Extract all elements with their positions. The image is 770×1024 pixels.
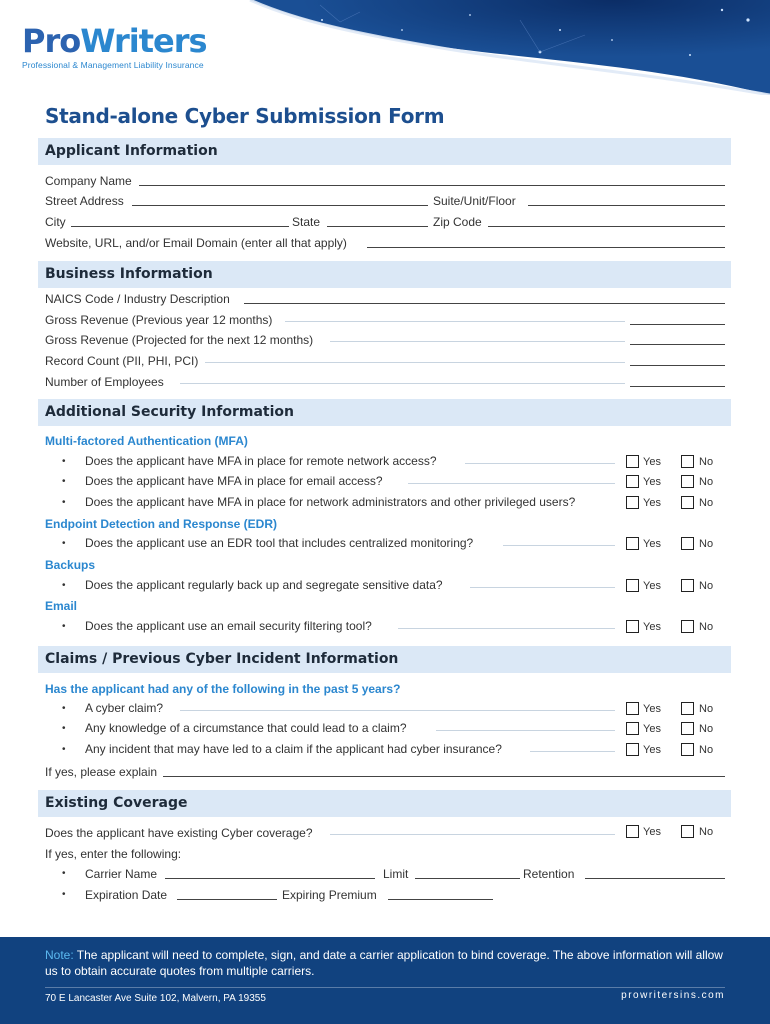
zip-label: Zip Code: [433, 215, 482, 229]
email-q1-text: Does the applicant use an email security filtering tool?: [85, 619, 372, 633]
limit-field[interactable]: [415, 878, 520, 879]
website-label: Website, URL, and/or Email Domain (enter all that apply): [45, 236, 347, 250]
claims-q1-text: A cyber claim?: [85, 701, 164, 715]
limit-label: Limit: [383, 867, 409, 881]
row-gross-proj: [45, 332, 725, 348]
yes-label: Yes: [643, 744, 661, 756]
website-field[interactable]: [367, 247, 725, 248]
bullet: •: [62, 621, 66, 632]
company-name-label: Company Name: [45, 174, 132, 188]
logo-tagline: Professional & Management Liability Insurance: [22, 60, 204, 70]
yes-label: Yes: [643, 476, 661, 488]
backups-q1-text: Does the applicant regularly back up and segregate sensitive data?: [85, 578, 443, 592]
section-claims: Claims / Previous Cyber Incident Information: [38, 646, 731, 673]
leader-line: [465, 463, 615, 464]
record-count-field[interactable]: [630, 365, 725, 366]
explain-field[interactable]: [163, 776, 725, 777]
section-applicant: Applicant Information: [38, 138, 731, 165]
coverage-no-checkbox[interactable]: [681, 825, 694, 838]
logo-pro: Pro: [22, 22, 81, 60]
mfa-q3-text: Does the applicant have MFA in place for network administrators and other privileged users?: [85, 495, 576, 509]
row-enter-following: [45, 846, 725, 862]
yes-label: Yes: [643, 621, 661, 633]
coverage-q1-text: Does the applicant have existing Cyber coverage?: [45, 826, 313, 840]
leader-line: [470, 587, 615, 588]
row-gross-prev: [45, 312, 725, 328]
bullet: •: [62, 476, 66, 487]
leader-line: [205, 362, 625, 363]
bullet: •: [62, 497, 66, 508]
section-security: Additional Security Information: [38, 399, 731, 426]
bullet: •: [62, 868, 66, 879]
mfa-q2-no-checkbox[interactable]: [681, 475, 694, 488]
leader-line: [180, 710, 615, 711]
gross-proj-field[interactable]: [630, 344, 725, 345]
edr-q1-no-checkbox[interactable]: [681, 537, 694, 550]
leader-line: [330, 341, 625, 342]
leader-line: [408, 483, 615, 484]
gross-proj-label: Gross Revenue (Projected for the next 12 months): [45, 333, 314, 347]
row-existing-coverage: [45, 825, 725, 841]
no-label: No: [699, 538, 714, 550]
backups-q1-no-checkbox[interactable]: [681, 579, 694, 592]
row-expiration: [85, 887, 725, 903]
claims-q2-yes-checkbox[interactable]: [626, 722, 639, 735]
naics-field[interactable]: [244, 303, 725, 304]
leader-line: [503, 545, 615, 546]
gross-prev-label: Gross Revenue (Previous year 12 months): [45, 313, 273, 327]
row-explain: [45, 764, 725, 780]
leader-line: [436, 730, 615, 731]
gross-prev-field[interactable]: [630, 324, 725, 325]
claims-q2-no-checkbox[interactable]: [681, 722, 694, 735]
carrier-label: Carrier Name: [85, 867, 158, 881]
section-coverage: Existing Coverage: [38, 790, 731, 817]
carrier-field[interactable]: [165, 878, 375, 879]
logo-wordmark: [22, 24, 207, 58]
claims-q3-text: Any incident that may have led to a claim if the applicant had cyber insurance?: [85, 742, 502, 756]
yes-label: Yes: [643, 456, 661, 468]
footer-address: 70 E Lancaster Ave Suite 102, Malvern, PA 19355: [45, 993, 266, 1004]
email-subheading: Email: [45, 599, 78, 613]
suite-label: Suite/Unit/Floor: [433, 194, 516, 208]
row-carrier: [85, 866, 725, 882]
email-q1-no-checkbox[interactable]: [681, 620, 694, 633]
footer-website-link[interactable]: prowritersins.com: [621, 990, 725, 1001]
mfa-q3-yes-checkbox[interactable]: [626, 496, 639, 509]
row-street-address: [45, 193, 725, 209]
mfa-q2-text: Does the applicant have MFA in place for email access?: [85, 474, 383, 488]
explain-label: If yes, please explain: [45, 765, 158, 779]
section-business: Business Information: [38, 261, 731, 288]
logo-writers: Writers: [80, 22, 207, 60]
prowriters-logo: [22, 24, 207, 70]
employees-field[interactable]: [630, 386, 725, 387]
yes-label: Yes: [643, 826, 661, 838]
bullet: •: [62, 580, 66, 591]
mfa-q1-yes-checkbox[interactable]: [626, 455, 639, 468]
state-field[interactable]: [327, 226, 428, 227]
city-label: City: [45, 215, 66, 229]
bullet: •: [62, 538, 66, 549]
claims-q2-text: Any knowledge of a circumstance that could lead to a claim?: [85, 721, 407, 735]
yes-label: Yes: [643, 723, 661, 735]
premium-label: Expiring Premium: [282, 888, 377, 902]
no-label: No: [699, 476, 714, 488]
employees-label: Number of Employees: [45, 375, 164, 389]
edr-q1-text: Does the applicant use an EDR tool that includes centralized monitoring?: [85, 536, 474, 550]
yes-label: Yes: [643, 703, 661, 715]
row-city-state-zip: [45, 214, 725, 230]
street-address-field[interactable]: [132, 205, 428, 206]
footer-note: [45, 948, 725, 979]
mfa-subheading: Multi-factored Authentication (MFA): [45, 434, 248, 448]
suite-field[interactable]: [528, 205, 725, 206]
expiration-field[interactable]: [177, 899, 277, 900]
backups-subheading: Backups: [45, 558, 96, 572]
row-employees: [45, 374, 725, 390]
no-label: No: [699, 723, 714, 735]
claims-q1-yes-checkbox[interactable]: [626, 702, 639, 715]
enter-following-label: If yes, enter the following:: [45, 847, 182, 861]
footer: [0, 937, 770, 1024]
bullet: •: [62, 723, 66, 734]
note-text: The applicant will need to complete, sign, and date a carrier application to bind coverage. The above information will allow us to obtain accurate quotes from multiple carriers.: [45, 948, 723, 978]
no-label: No: [699, 580, 714, 592]
bullet: •: [62, 456, 66, 467]
street-address-label: Street Address: [45, 194, 124, 208]
edr-subheading: Endpoint Detection and Response (EDR): [45, 517, 278, 531]
yes-label: Yes: [643, 497, 661, 509]
state-label: State: [292, 215, 321, 229]
company-name-field[interactable]: [139, 185, 725, 186]
no-label: No: [699, 456, 714, 468]
mfa-q1-text: Does the applicant have MFA in place for remote network access?: [85, 454, 437, 468]
edr-q1-yes-checkbox[interactable]: [626, 537, 639, 550]
claims-intro: Has the applicant had any of the following in the past 5 years?: [45, 682, 401, 696]
record-count-label: Record Count (PII, PHI, PCI): [45, 354, 199, 368]
form-title: Stand-alone Cyber Submission Form: [45, 104, 445, 128]
claims-q3-yes-checkbox[interactable]: [626, 743, 639, 756]
leader-line: [180, 383, 625, 384]
leader-line: [530, 751, 615, 752]
no-label: No: [699, 621, 714, 633]
premium-field[interactable]: [388, 899, 493, 900]
row-record-count: [45, 353, 725, 369]
city-field[interactable]: [71, 226, 289, 227]
retention-label: Retention: [523, 867, 575, 881]
claims-q1-no-checkbox[interactable]: [681, 702, 694, 715]
retention-field[interactable]: [585, 878, 725, 879]
backups-q1-yes-checkbox[interactable]: [626, 579, 639, 592]
bullet: •: [62, 703, 66, 714]
no-label: No: [699, 497, 714, 509]
yes-label: Yes: [643, 538, 661, 550]
leader-line: [398, 628, 615, 629]
yes-label: Yes: [643, 580, 661, 592]
note-label: Note:: [45, 948, 74, 962]
no-label: No: [699, 826, 714, 838]
no-label: No: [699, 744, 714, 756]
footer-divider: [45, 987, 725, 988]
bullet: •: [62, 889, 66, 900]
claims-q3-no-checkbox[interactable]: [681, 743, 694, 756]
row-naics: [45, 291, 725, 307]
mfa-q2-yes-checkbox[interactable]: [626, 475, 639, 488]
mfa-q3-no-checkbox[interactable]: [681, 496, 694, 509]
expiration-label: Expiration Date: [85, 888, 168, 902]
row-company-name: [45, 173, 725, 189]
bullet: •: [62, 744, 66, 755]
email-q1-yes-checkbox[interactable]: [626, 620, 639, 633]
coverage-yes-checkbox[interactable]: [626, 825, 639, 838]
no-label: No: [699, 703, 714, 715]
leader-line: [330, 834, 615, 835]
mfa-q1-no-checkbox[interactable]: [681, 455, 694, 468]
leader-line: [285, 321, 625, 322]
row-website: [45, 235, 725, 251]
zip-field[interactable]: [488, 226, 725, 227]
naics-label: NAICS Code / Industry Description: [45, 292, 230, 306]
